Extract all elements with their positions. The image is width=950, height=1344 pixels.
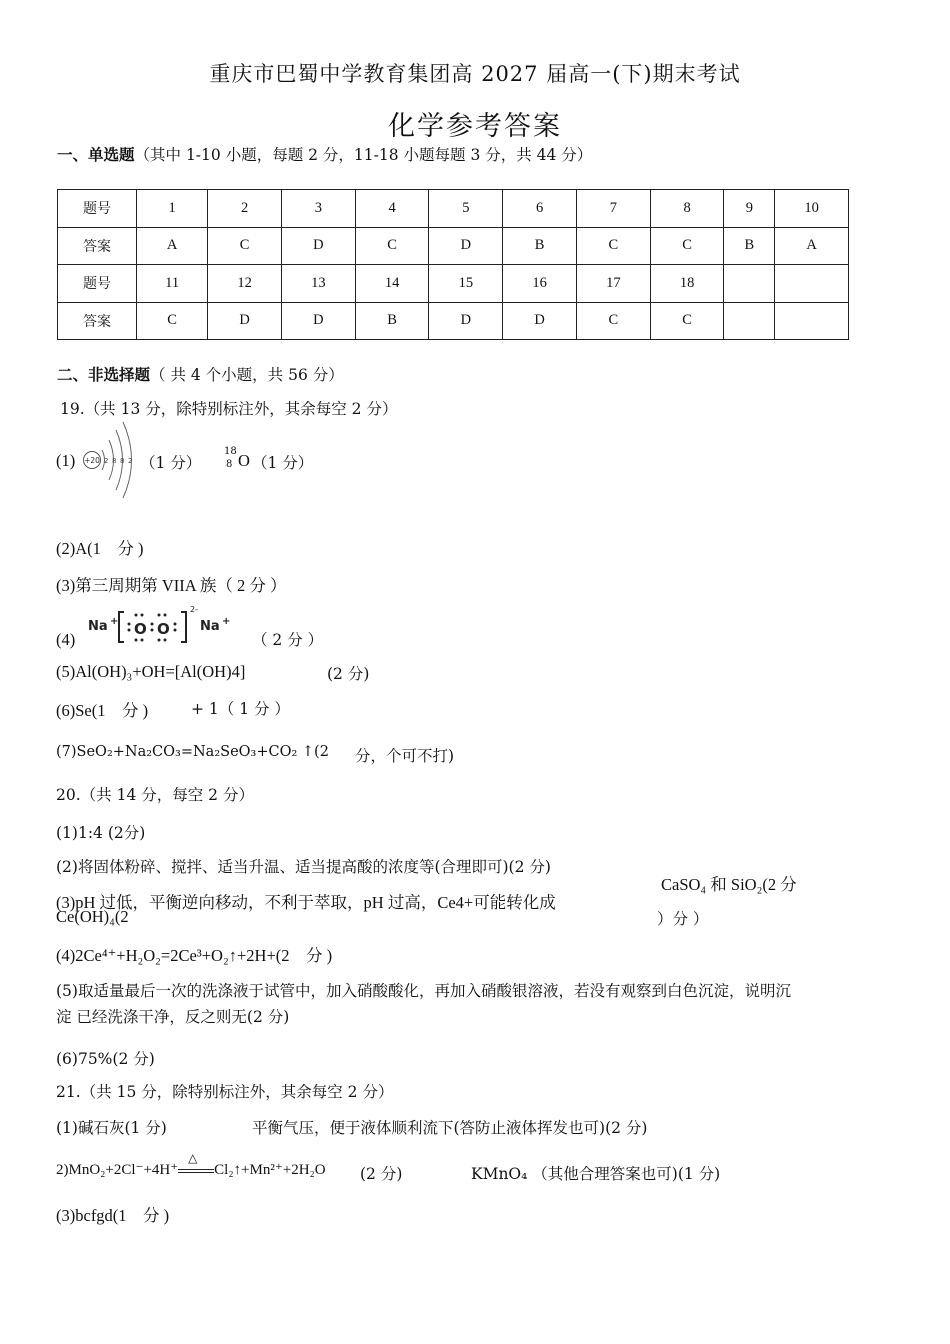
q21-header: 21.（共 15 分，除特别标注外，其余每空 2 分） xyxy=(56,1083,394,1101)
answer-table xyxy=(57,189,849,340)
shell-electrons: 2 xyxy=(128,457,133,465)
table-cell: 13 xyxy=(281,265,355,303)
table-cell: C xyxy=(576,302,650,340)
table-row xyxy=(58,227,849,265)
q19-7-note: 分，个可不打) xyxy=(355,747,455,765)
table-cell: 2 xyxy=(208,190,282,228)
q20-5-line-1: (5)取适量最后一次的洗涤液于试管中，加入硝酸酸化，再加入硝酸银溶液，若没有观察到白色沉淀，说明沉 xyxy=(56,982,791,1000)
table-row xyxy=(58,265,849,303)
cation-label: Na xyxy=(200,619,220,634)
q19-2: (2)A(1 分 ) xyxy=(56,539,144,558)
table-cell: 18 xyxy=(650,265,724,303)
table-cell: 8 xyxy=(650,190,724,228)
table-cell xyxy=(775,265,849,303)
q19-1-score-2: （1 分） xyxy=(252,454,314,472)
oxygen-atom: O xyxy=(157,620,170,638)
row-header: 答案 xyxy=(58,227,137,265)
exam-title: 重庆市巴蜀中学教育集团高 2027 届高一(下)期末考试 xyxy=(209,62,741,86)
table-cell: D xyxy=(208,302,282,340)
table-cell: 7 xyxy=(576,190,650,228)
oxygen-atom: O xyxy=(134,620,147,638)
table-cell: C xyxy=(208,227,282,265)
q20-2-answer: CaSO₄ 和 SiO₂(2 分 xyxy=(661,875,797,894)
table-row xyxy=(58,190,849,228)
section-2-heading xyxy=(57,363,344,385)
isotope-symbol: O xyxy=(238,451,250,470)
anion-charge: 2- xyxy=(190,605,198,614)
table-cell: B xyxy=(724,227,775,265)
table-cell: B xyxy=(503,227,577,265)
table-cell: B xyxy=(355,302,429,340)
table-cell: C xyxy=(137,302,208,340)
table-cell: 11 xyxy=(137,265,208,303)
q21-2-score: (2 分) xyxy=(360,1165,403,1183)
q21-2-equation xyxy=(56,1150,326,1179)
shell-electrons: 8 xyxy=(120,457,125,465)
q21-2-b: KMnO₄ （其他合理答案也可)(1 分) xyxy=(471,1165,721,1183)
answer-key-title: 化学参考答案 xyxy=(388,111,562,142)
table-cell: 17 xyxy=(576,265,650,303)
section-2-label: 二、非选择题 xyxy=(57,365,151,384)
q20-1: (1)1:4 (2分) xyxy=(56,824,146,842)
q19-1-score-1: （1 分） xyxy=(140,454,202,472)
table-cell xyxy=(775,302,849,340)
q19-6-a: (6)Se(1 分 ) xyxy=(56,701,149,720)
table-cell: A xyxy=(137,227,208,265)
q21-3: (3)bcfgd(1 分 ) xyxy=(56,1206,170,1225)
section-2-note: （ 共 4 个小题，共 56 分） xyxy=(150,366,344,384)
q21-1-b: 平衡气压，便于液体顺利流下(答防止液体挥发也可)(2 分) xyxy=(252,1119,648,1137)
table-row xyxy=(58,302,849,340)
table-cell: D xyxy=(429,302,503,340)
table-cell: C xyxy=(650,302,724,340)
shell-electrons: 2 xyxy=(104,457,109,465)
cation-label: Na xyxy=(88,619,108,634)
q19-1-prefix: (1) xyxy=(56,451,76,470)
q19-header: 19.（共 13 分，除特别标注外，其余每空 2 分） xyxy=(60,400,398,418)
table-cell: 12 xyxy=(208,265,282,303)
q20-2: (2)将固体粉碎、搅拌、适当升温、适当提高酸的浓度等(合理即可)(2 分) xyxy=(56,858,551,876)
table-cell: 6 xyxy=(503,190,577,228)
cation-charge: + xyxy=(222,616,231,627)
table-cell: 9 xyxy=(724,190,775,228)
q20-4: (4)2Ce⁴⁺+H₂O₂=2Ce³+O₂↑+2H+(2 分 ) xyxy=(56,946,333,965)
table-cell: 3 xyxy=(281,190,355,228)
nucleus-charge: +20 xyxy=(84,456,100,465)
shell-electrons: 8 xyxy=(112,457,117,465)
q19-7-equation: (7)SeO₂+Na₂CO₃=Na₂SeO₃+CO₂ ↑(2 xyxy=(56,744,329,760)
q19-4-prefix: (4) xyxy=(56,630,76,649)
q20-3-line-2: Ce(OH)₄(2 xyxy=(56,907,129,926)
atomic-number: 8 xyxy=(226,459,233,470)
table-cell: 16 xyxy=(503,265,577,303)
q20-6: (6)75%(2 分) xyxy=(56,1050,155,1068)
table-cell: 1 xyxy=(137,190,208,228)
equation-lhs: 2)MnO₂+2Cl⁻+4H⁺ xyxy=(56,1162,179,1178)
q19-5-equation: (5)Al(OH)₃+OH=[Al(OH)4] xyxy=(56,662,246,681)
q20-3-line-1: (3)pH 过低，平衡逆向移动，不利于萃取，pH 过高，Ce4+可能转化成 xyxy=(56,893,556,912)
row-header: 题号 xyxy=(58,265,137,303)
cation-charge: + xyxy=(110,616,119,627)
table-cell: 4 xyxy=(355,190,429,228)
right-bracket xyxy=(181,612,186,642)
isotope-notation xyxy=(224,446,238,472)
section-1-note: （其中 1-10 小题，每题 2 分，11-18 小题每题 3 分，共 44 分） xyxy=(134,146,593,164)
heating-symbol: △ xyxy=(188,1150,198,1165)
q21-1-a: (1)碱石灰(1 分) xyxy=(56,1119,167,1137)
table-cell: 10 xyxy=(775,190,849,228)
table-cell xyxy=(724,265,775,303)
sodium-peroxide-electron-formula xyxy=(86,602,246,648)
q20-header: 20.（共 14 分，每空 2 分） xyxy=(56,786,254,804)
table-cell: D xyxy=(281,302,355,340)
q20-5-line-2: 淀 已经洗涤干净，反之则无(2 分) xyxy=(56,1008,290,1026)
table-cell: A xyxy=(775,227,849,265)
equation-rhs: Cl₂↑+Mn²⁺+2H₂O xyxy=(214,1162,326,1178)
q19-5-score: (2 分) xyxy=(327,665,370,683)
q19-6-b: + 1（ 1 分 ） xyxy=(191,700,290,718)
atom-structure-diagram xyxy=(78,420,138,500)
section-1-label: 一、单选题 xyxy=(57,145,135,164)
table-cell xyxy=(724,302,775,340)
table-cell: C xyxy=(650,227,724,265)
reaction-condition-arrow xyxy=(178,1150,214,1179)
q19-3: (3)第三周期第 VIIA 族（ 2 分 ） xyxy=(56,576,287,595)
q19-4-score: （ 2 分 ） xyxy=(252,631,324,649)
table-cell: D xyxy=(281,227,355,265)
table-cell: 15 xyxy=(429,265,503,303)
q20-3-score: ）分 ） xyxy=(657,910,709,928)
left-bracket xyxy=(119,612,124,642)
row-header: 题号 xyxy=(58,190,137,228)
table-cell: C xyxy=(355,227,429,265)
table-cell: D xyxy=(503,302,577,340)
row-header: 答案 xyxy=(58,302,137,340)
section-1-heading xyxy=(57,143,592,165)
table-cell: 5 xyxy=(429,190,503,228)
table-cell: 14 xyxy=(355,265,429,303)
table-cell: D xyxy=(429,227,503,265)
table-cell: C xyxy=(576,227,650,265)
mass-number: 18 xyxy=(224,446,237,457)
